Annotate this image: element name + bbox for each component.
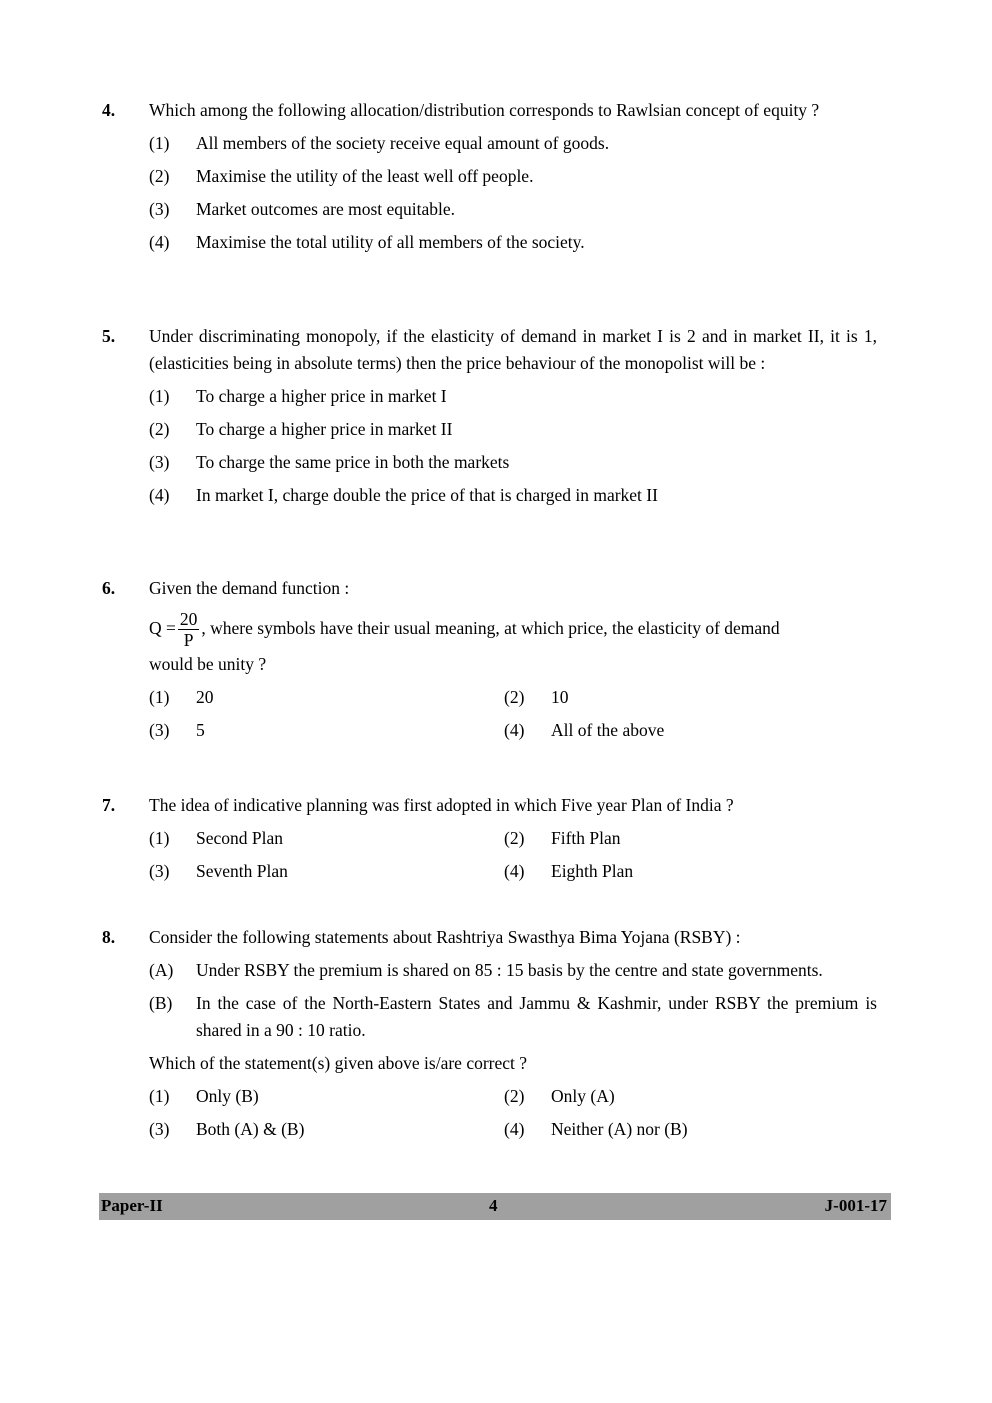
question-number: 8. [102, 927, 116, 947]
option-2 [149, 416, 877, 443]
option-label: (1) [149, 687, 170, 708]
option-2 [149, 163, 877, 190]
option-2 [504, 684, 569, 711]
option-text: All members of the society receive equal amount of goods. [196, 133, 610, 153]
question-text: The idea of indicative planning was first adopted in which Five year Plan of India ? [149, 795, 734, 815]
option-label: (3) [149, 1119, 170, 1139]
option-text: In market I, charge double the price of that is charged in market II [196, 485, 658, 505]
option-3 [149, 717, 205, 744]
statement-b [149, 990, 877, 1044]
option-text: Maximise the total utility of all members of the society. [196, 232, 585, 252]
option-row [149, 825, 877, 858]
fraction [178, 609, 200, 650]
option-row [149, 717, 877, 750]
question-number: 4. [102, 100, 116, 120]
option-label: (2) [149, 419, 170, 439]
option-label: (2) [504, 687, 525, 708]
option-3 [149, 858, 288, 885]
option-2 [504, 825, 621, 852]
question-text: Consider the following statements about Rashtriya Swasthya Bima Yojana (RSBY) : [149, 927, 741, 947]
option-label: (3) [149, 452, 170, 472]
option-text: All of the above [551, 720, 665, 741]
option-label: (3) [149, 861, 170, 881]
page-number: 4 [489, 1196, 498, 1215]
question-6 [102, 575, 877, 750]
option-4 [504, 1116, 688, 1143]
question-number: 6. [102, 578, 116, 598]
option-text: To charge a higher price in market I [196, 386, 447, 406]
option-text: 10 [551, 687, 569, 708]
option-label: (3) [149, 720, 170, 741]
question-number: 5. [102, 326, 116, 346]
option-label: (4) [504, 861, 525, 881]
option-2 [504, 1083, 615, 1110]
option-text: Market outcomes are most equitable. [196, 199, 456, 219]
question-text-continued: would be unity ? [149, 654, 267, 675]
option-label: (4) [149, 485, 170, 505]
option-text: Only (B) [196, 1086, 259, 1106]
option-text: 5 [196, 720, 205, 741]
question-5 [102, 323, 877, 509]
option-label: (4) [504, 1119, 525, 1139]
option-text: Fifth Plan [551, 828, 621, 848]
option-label: (1) [149, 1086, 170, 1106]
question-text: Under discriminating monopoly, if the elasticity of demand in market I is 2 and in market II, it is 1, (elasticities being in absolute terms) then the price behaviour of the monopolist will be : [149, 326, 877, 373]
option-4 [504, 717, 664, 744]
option-label: (1) [149, 828, 170, 848]
option-text: Both (A) & (B) [196, 1119, 305, 1139]
page-footer [99, 1193, 891, 1220]
option-text: To charge the same price in both the markets [196, 452, 510, 472]
option-1 [149, 684, 214, 711]
option-4 [149, 229, 877, 256]
option-text: Second Plan [196, 828, 284, 848]
fraction-numerator: 20 [179, 609, 198, 630]
statement-label: (A) [149, 960, 174, 980]
option-text: Eighth Plan [551, 861, 634, 881]
option-4 [149, 482, 877, 509]
option-label: (2) [504, 828, 525, 848]
option-row [149, 684, 877, 717]
fraction-denominator: P [183, 630, 194, 651]
option-row [149, 858, 877, 891]
option-1 [149, 383, 877, 410]
option-text: Only (A) [551, 1086, 615, 1106]
option-3 [149, 196, 877, 223]
question-number: 7. [102, 795, 116, 815]
statement-text: Under RSBY the premium is shared on 85 : 15 basis by the centre and state governments. [196, 960, 823, 980]
paper-code: J-001-17 [824, 1196, 887, 1215]
question-4 [102, 97, 877, 256]
demand-function-line [149, 608, 877, 650]
paper-label: Paper-II [101, 1196, 163, 1215]
option-1 [149, 1083, 259, 1110]
option-text: To charge a higher price in market II [196, 419, 453, 439]
question-8 [102, 924, 877, 1149]
option-text: Seventh Plan [196, 861, 288, 881]
option-text: Neither (A) nor (B) [551, 1119, 688, 1139]
option-label: (2) [149, 166, 170, 186]
option-4 [504, 858, 633, 885]
question-text: Which among the following allocation/distribution corresponds to Rawlsian concept of equity ? [149, 100, 820, 120]
formula-lhs: Q = [149, 618, 176, 638]
option-1 [149, 130, 877, 157]
option-3 [149, 449, 877, 476]
statement-label: (B) [149, 993, 173, 1013]
statement-a [149, 957, 877, 984]
option-label: (3) [149, 199, 170, 219]
formula-rest: , where symbols have their usual meaning, at which price, the elasticity of demand [201, 618, 780, 638]
question-text-continued: Which of the statement(s) given above is/are correct ? [149, 1053, 528, 1073]
option-label: (4) [504, 720, 525, 741]
option-1 [149, 825, 283, 852]
option-label: (1) [149, 386, 170, 406]
statement-text: In the case of the North-Eastern States and Jammu & Kashmir, under RSBY the premium is shared in a 90 : 10 ratio. [196, 993, 877, 1040]
option-label: (1) [149, 133, 170, 153]
option-row [149, 1083, 877, 1116]
option-label: (4) [149, 232, 170, 252]
option-3 [149, 1116, 304, 1143]
option-text: 20 [196, 687, 214, 708]
option-row [149, 1116, 877, 1149]
question-7 [102, 792, 877, 891]
option-label: (2) [504, 1086, 525, 1106]
option-text: Maximise the utility of the least well off people. [196, 166, 534, 186]
question-text: Given the demand function : [149, 578, 350, 598]
